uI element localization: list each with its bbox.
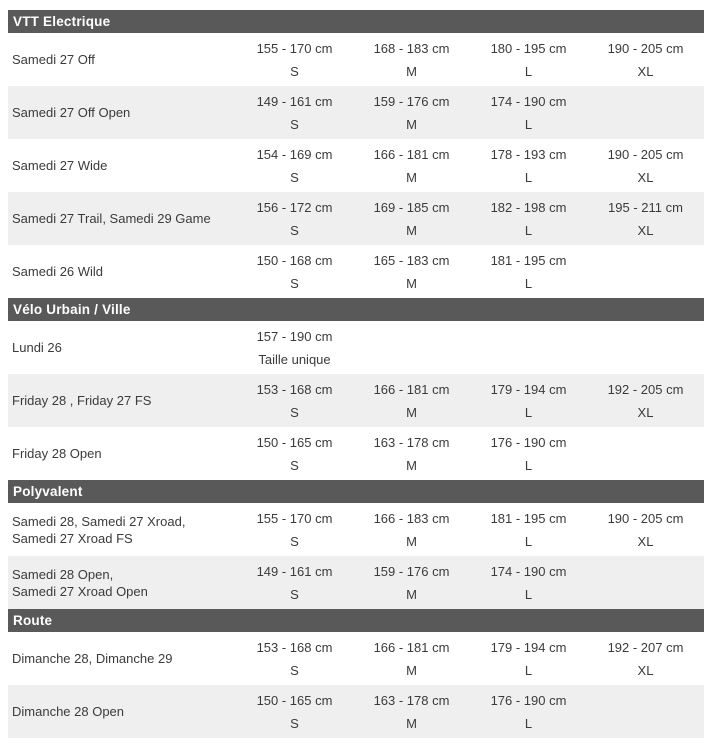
model-name-cell <box>8 503 236 556</box>
section-header <box>8 609 704 632</box>
model-name: Samedi 27 Xroad Open <box>12 583 148 599</box>
height-range: 179 - 194 cm <box>490 382 567 397</box>
height-range: 190 - 205 cm <box>607 511 684 526</box>
size-label: Taille unique <box>258 352 331 367</box>
model-name: Friday 28 , Friday 27 FS <box>12 393 152 408</box>
model-name-cell <box>8 427 236 480</box>
empty-size-cell <box>587 685 704 738</box>
size-label: L <box>524 223 533 238</box>
size-label: L <box>524 534 533 549</box>
table-section <box>8 10 704 298</box>
table-section <box>8 609 704 738</box>
size-label: XL <box>637 405 654 420</box>
size-label: L <box>524 64 533 79</box>
size-cell <box>587 632 704 685</box>
height-range: 166 - 181 cm <box>373 640 450 655</box>
height-range: 149 - 161 cm <box>256 94 333 109</box>
size-label: XL <box>637 534 654 549</box>
model-name-cell <box>8 192 236 245</box>
model-name-cell <box>8 86 236 139</box>
size-cell <box>470 685 587 738</box>
height-range: 174 - 190 cm <box>490 94 567 109</box>
height-range: 165 - 183 cm <box>373 253 450 268</box>
size-cell <box>587 192 704 245</box>
size-label: M <box>406 223 417 238</box>
height-range: 166 - 181 cm <box>373 382 450 397</box>
empty-size-cell <box>587 427 704 480</box>
table-section <box>8 480 704 609</box>
model-name: Samedi 27 Wide <box>12 158 108 173</box>
section-header <box>8 480 704 503</box>
size-label: L <box>524 587 533 602</box>
height-range: 181 - 195 cm <box>490 253 567 268</box>
height-range: 190 - 205 cm <box>607 41 684 56</box>
size-cell <box>470 245 587 298</box>
section-title: VTT Electrique <box>13 14 111 29</box>
empty-size-cell <box>587 245 704 298</box>
section-header <box>8 10 704 33</box>
model-name: Friday 28 Open <box>12 446 102 461</box>
size-cell <box>236 374 353 427</box>
height-range: 192 - 205 cm <box>607 382 684 397</box>
size-label: S <box>290 170 299 185</box>
size-cell <box>353 139 470 192</box>
size-cell <box>236 245 353 298</box>
height-range: 168 - 183 cm <box>373 41 450 56</box>
height-range: 190 - 205 cm <box>607 147 684 162</box>
section-title: Route <box>13 613 53 628</box>
model-name: Lundi 26 <box>12 340 62 355</box>
size-label: M <box>406 458 417 473</box>
table-row <box>8 245 704 298</box>
size-label: XL <box>637 64 654 79</box>
model-name-cell <box>8 245 236 298</box>
height-range: 150 - 165 cm <box>256 435 333 450</box>
table-row <box>8 86 704 139</box>
size-cell <box>470 632 587 685</box>
height-range: 163 - 178 cm <box>373 435 450 450</box>
table-row <box>8 685 704 738</box>
size-label: S <box>290 663 299 678</box>
size-cell <box>353 427 470 480</box>
height-range: 192 - 207 cm <box>607 640 684 655</box>
height-range: 163 - 178 cm <box>373 693 450 708</box>
size-cell <box>587 139 704 192</box>
size-cell <box>236 86 353 139</box>
size-cell <box>236 685 353 738</box>
model-name-cell <box>8 632 236 685</box>
table-row <box>8 374 704 427</box>
model-name-cell <box>8 139 236 192</box>
size-label: S <box>290 117 299 132</box>
height-range: 150 - 165 cm <box>256 693 333 708</box>
height-range: 150 - 168 cm <box>256 253 333 268</box>
size-label: XL <box>637 223 654 238</box>
size-label: M <box>406 170 417 185</box>
size-label: S <box>290 716 299 731</box>
height-range: 179 - 194 cm <box>490 640 567 655</box>
model-name-cell <box>8 556 236 609</box>
height-range: 153 - 168 cm <box>256 640 333 655</box>
size-cell <box>470 556 587 609</box>
height-range: 176 - 190 cm <box>490 435 567 450</box>
size-label: S <box>290 276 299 291</box>
size-cell <box>470 374 587 427</box>
section-rows <box>8 503 704 609</box>
model-name: Samedi 27 Off Open <box>12 105 131 120</box>
empty-size-cell <box>587 86 704 139</box>
size-label: S <box>290 223 299 238</box>
size-label: L <box>524 170 533 185</box>
height-range: 195 - 211 cm <box>608 200 683 215</box>
size-label: M <box>406 663 417 678</box>
size-cell <box>587 503 704 556</box>
section-rows <box>8 632 704 738</box>
section-title: Vélo Urbain / Ville <box>13 302 131 317</box>
size-label: XL <box>637 170 654 185</box>
model-name: Samedi 28, Samedi 27 Xroad, <box>12 513 186 529</box>
model-name: Samedi 27 Xroad FS <box>12 530 133 546</box>
empty-size-cell <box>587 556 704 609</box>
table-row <box>8 139 704 192</box>
size-label: L <box>524 716 533 731</box>
size-cell <box>353 503 470 556</box>
size-cell <box>470 192 587 245</box>
height-range: 149 - 161 cm <box>256 564 333 579</box>
size-cell <box>236 33 353 86</box>
size-label: L <box>524 663 533 678</box>
size-label: L <box>524 276 533 291</box>
height-range: 155 - 170 cm <box>256 41 333 56</box>
size-cell <box>236 321 353 374</box>
size-cell <box>236 503 353 556</box>
size-label: M <box>406 117 417 132</box>
height-range: 159 - 176 cm <box>373 564 450 579</box>
size-label: L <box>524 405 533 420</box>
size-label: XL <box>637 663 654 678</box>
size-label: M <box>406 587 417 602</box>
size-cell <box>470 86 587 139</box>
model-name: Samedi 26 Wild <box>12 264 104 279</box>
size-cell <box>587 33 704 86</box>
size-cell <box>353 86 470 139</box>
height-range: 178 - 193 cm <box>490 147 567 162</box>
table-row <box>8 503 704 556</box>
model-name-cell <box>8 685 236 738</box>
size-cell <box>236 192 353 245</box>
size-cell <box>236 427 353 480</box>
size-cell <box>353 556 470 609</box>
size-label: L <box>524 458 533 473</box>
height-range: 166 - 183 cm <box>373 511 450 526</box>
size-cell <box>353 685 470 738</box>
size-cell <box>236 632 353 685</box>
height-range: 156 - 172 cm <box>256 200 333 215</box>
section-rows <box>8 321 704 480</box>
table-row <box>8 632 704 685</box>
size-label: M <box>406 276 417 291</box>
table-row <box>8 192 704 245</box>
table-row <box>8 427 704 480</box>
height-range: 181 - 195 cm <box>490 511 567 526</box>
height-range: 154 - 169 cm <box>256 147 333 162</box>
size-label: M <box>406 534 417 549</box>
section-rows <box>8 33 704 298</box>
model-name-cell <box>8 374 236 427</box>
size-cell <box>470 33 587 86</box>
size-cell <box>353 374 470 427</box>
size-label: M <box>406 716 417 731</box>
table-section <box>8 298 704 480</box>
size-label: S <box>290 587 299 602</box>
model-name-cell <box>8 33 236 86</box>
size-cell <box>236 556 353 609</box>
size-label: M <box>406 405 417 420</box>
size-cell <box>353 245 470 298</box>
model-name: Dimanche 28, Dimanche 29 <box>12 651 173 666</box>
size-label: L <box>524 117 533 132</box>
size-cell <box>353 632 470 685</box>
section-header <box>8 298 704 321</box>
size-label: S <box>290 458 299 473</box>
size-label: M <box>406 64 417 79</box>
height-range: 157 - 190 cm <box>256 329 333 344</box>
height-range: 159 - 176 cm <box>373 94 450 109</box>
empty-size-cell <box>587 321 704 374</box>
size-table <box>8 10 704 738</box>
height-range: 182 - 198 cm <box>490 200 567 215</box>
size-cell <box>353 192 470 245</box>
table-row <box>8 321 704 374</box>
model-name: Dimanche 28 Open <box>12 704 125 719</box>
empty-size-cell <box>470 321 587 374</box>
height-range: 176 - 190 cm <box>490 693 567 708</box>
height-range: 155 - 170 cm <box>256 511 333 526</box>
model-name: Samedi 27 Trail, Samedi 29 Game <box>12 211 211 226</box>
model-name: Samedi 28 Open, <box>12 566 114 582</box>
size-cell <box>236 139 353 192</box>
height-range: 180 - 195 cm <box>490 41 567 56</box>
size-cell <box>470 139 587 192</box>
empty-size-cell <box>353 321 470 374</box>
size-label: S <box>290 64 299 79</box>
size-cell <box>470 427 587 480</box>
size-cell <box>353 33 470 86</box>
table-row <box>8 33 704 86</box>
section-title: Polyvalent <box>13 484 83 499</box>
height-range: 174 - 190 cm <box>490 564 567 579</box>
size-cell <box>470 503 587 556</box>
size-label: S <box>290 405 299 420</box>
size-label: S <box>290 534 299 549</box>
height-range: 169 - 185 cm <box>373 200 450 215</box>
height-range: 166 - 181 cm <box>373 147 450 162</box>
model-name: Samedi 27 Off <box>12 52 95 67</box>
table-row <box>8 556 704 609</box>
height-range: 153 - 168 cm <box>256 382 333 397</box>
size-cell <box>587 374 704 427</box>
model-name-cell <box>8 321 236 374</box>
